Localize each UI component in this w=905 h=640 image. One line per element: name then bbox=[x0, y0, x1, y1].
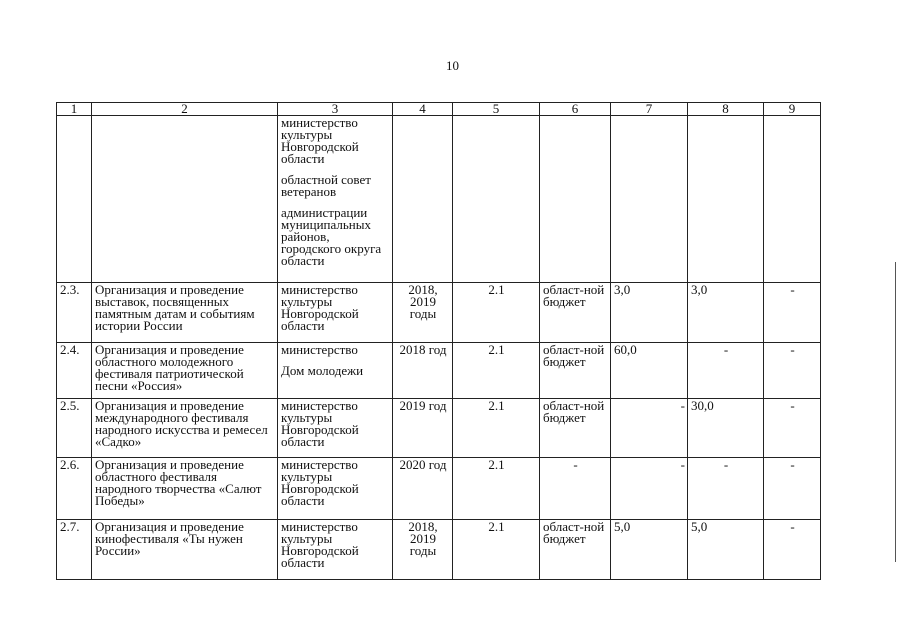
amount-2018-cell: 60,0 bbox=[611, 343, 688, 399]
amount-2018-cell: - bbox=[611, 399, 688, 458]
table-row bbox=[57, 116, 821, 283]
period-cell: 2018, 2019 годы bbox=[393, 283, 453, 343]
table-row bbox=[57, 343, 821, 399]
table-row bbox=[57, 520, 821, 580]
amount-2019-cell: 30,0 bbox=[688, 399, 764, 458]
column-number: 4 bbox=[393, 103, 453, 116]
indicator-cell: 2.1 bbox=[453, 343, 540, 399]
funding-source-cell: област-ной бюджет bbox=[540, 283, 611, 343]
column-number: 8 bbox=[688, 103, 764, 116]
amount-2018-cell: 3,0 bbox=[611, 283, 688, 343]
program-activities-table bbox=[56, 102, 821, 580]
executor-entry: Дом молодежи bbox=[281, 363, 364, 378]
table-row bbox=[57, 283, 821, 343]
funding-source-cell: област-ной бюджет bbox=[540, 343, 611, 399]
activity-cell bbox=[92, 116, 278, 283]
period-cell: 2018, 2019 годы bbox=[393, 520, 453, 580]
amount-2020-cell: - bbox=[764, 399, 821, 458]
executor-entry: министерство культуры Новгородской области bbox=[281, 115, 359, 166]
executor-entry: администрации муниципальных районов, городского округа области bbox=[281, 205, 382, 268]
funding-source-cell: област-ной бюджет bbox=[540, 520, 611, 580]
executor-entry: министерство bbox=[281, 342, 358, 357]
amount-2020-cell: - bbox=[764, 283, 821, 343]
indicator-cell bbox=[453, 116, 540, 283]
column-number: 3 bbox=[278, 103, 393, 116]
row-number-cell: 2.4. bbox=[57, 343, 92, 399]
activity-cell: Организация и проведение областного молодежного фестиваля патриотической песни «Россия» bbox=[92, 343, 278, 399]
amount-2018-cell: 5,0 bbox=[611, 520, 688, 580]
funding-source-cell: област-ной бюджет bbox=[540, 399, 611, 458]
amount-2018-cell bbox=[611, 116, 688, 283]
funding-source-cell: - bbox=[540, 458, 611, 520]
executors-cell bbox=[278, 283, 393, 343]
executor-entry: министерство культуры Новгородской области bbox=[281, 457, 359, 508]
row-number-cell bbox=[57, 116, 92, 283]
amount-2018-cell: - bbox=[611, 458, 688, 520]
page-number: 10 bbox=[446, 58, 459, 73]
executor-entry: министерство культуры Новгородской области bbox=[281, 398, 359, 449]
column-number-row bbox=[57, 103, 821, 116]
period-cell: 2020 год bbox=[393, 458, 453, 520]
indicator-cell: 2.1 bbox=[453, 283, 540, 343]
amount-2019-cell: 3,0 bbox=[688, 283, 764, 343]
executor-entry: министерство культуры Новгородской области bbox=[281, 519, 359, 570]
executors-cell bbox=[278, 116, 393, 283]
column-number: 9 bbox=[764, 103, 821, 116]
column-number: 1 bbox=[57, 103, 92, 116]
activity-cell: Организация и проведение кинофестиваля «Ты нужен России» bbox=[92, 520, 278, 580]
amount-2019-cell: - bbox=[688, 458, 764, 520]
activity-cell: Организация и проведение выставок, посвященных памятным датам и событиям истории России bbox=[92, 283, 278, 343]
period-cell: 2019 год bbox=[393, 399, 453, 458]
period-cell: 2018 год bbox=[393, 343, 453, 399]
amount-2019-cell: - bbox=[688, 343, 764, 399]
row-number-cell: 2.7. bbox=[57, 520, 92, 580]
executors-cell bbox=[278, 520, 393, 580]
funding-source-cell bbox=[540, 116, 611, 283]
executor-entry: министерство культуры Новгородской области bbox=[281, 282, 359, 333]
executor-entry: областной совет ветеранов bbox=[281, 172, 371, 199]
indicator-cell: 2.1 bbox=[453, 399, 540, 458]
page-edge-line bbox=[895, 262, 896, 562]
amount-2019-cell: 5,0 bbox=[688, 520, 764, 580]
row-number-cell: 2.3. bbox=[57, 283, 92, 343]
amount-2020-cell bbox=[764, 116, 821, 283]
activity-cell: Организация и проведение международного фестиваля народного искусства и ремесел «Садко» bbox=[92, 399, 278, 458]
row-number-cell: 2.5. bbox=[57, 399, 92, 458]
executors-cell bbox=[278, 458, 393, 520]
amount-2020-cell: - bbox=[764, 520, 821, 580]
row-number-cell: 2.6. bbox=[57, 458, 92, 520]
activity-cell: Организация и проведение областного фестиваля народного творчества «Салют Победы» bbox=[92, 458, 278, 520]
column-number: 5 bbox=[453, 103, 540, 116]
table-row bbox=[57, 458, 821, 520]
column-number: 7 bbox=[611, 103, 688, 116]
column-number: 6 bbox=[540, 103, 611, 116]
indicator-cell: 2.1 bbox=[453, 458, 540, 520]
column-number: 2 bbox=[92, 103, 278, 116]
amount-2020-cell: - bbox=[764, 458, 821, 520]
period-cell bbox=[393, 116, 453, 283]
indicator-cell: 2.1 bbox=[453, 520, 540, 580]
table-row bbox=[57, 399, 821, 458]
amount-2020-cell: - bbox=[764, 343, 821, 399]
executors-cell bbox=[278, 399, 393, 458]
amount-2019-cell bbox=[688, 116, 764, 283]
executors-cell bbox=[278, 343, 393, 399]
